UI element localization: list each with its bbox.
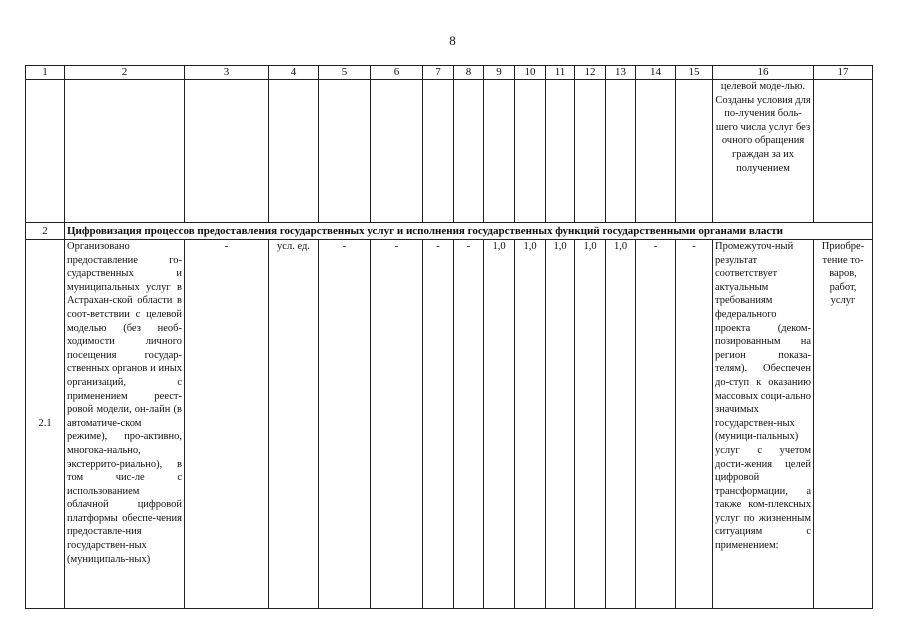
- table-cell: [484, 80, 515, 223]
- continuation-result-text: целевой моде-лью. Созданы условия для по-лучения боль-шего числа услуг без очного обращения граждан за их получением: [713, 80, 814, 223]
- table-cell: [814, 80, 873, 223]
- value-cell: 1,0: [515, 240, 546, 609]
- expense-type: Приобре-тение то-варов, работ, услуг: [814, 240, 873, 609]
- column-header: 8: [454, 66, 484, 80]
- table-cell: -: [185, 240, 269, 609]
- table-cell: [575, 80, 606, 223]
- table-cell: [269, 80, 319, 223]
- column-header: 13: [606, 66, 636, 80]
- column-header: 1: [26, 66, 65, 80]
- column-header: 3: [185, 66, 269, 80]
- column-header: 9: [484, 66, 515, 80]
- table-cell: [319, 80, 371, 223]
- table-cell: [546, 80, 575, 223]
- table-cell: [636, 80, 676, 223]
- section-row: [26, 223, 873, 240]
- table-cell: [454, 80, 484, 223]
- value-cell: 1,0: [546, 240, 575, 609]
- column-header: 14: [636, 66, 676, 80]
- continuation-row: [26, 80, 873, 223]
- unit-cell: усл. ед.: [269, 240, 319, 609]
- row-number: 2.1: [26, 240, 65, 609]
- table-row: [26, 240, 873, 609]
- column-header: 10: [515, 66, 546, 80]
- table-cell: [423, 80, 454, 223]
- table-cell: [606, 80, 636, 223]
- section-title: Цифровизация процессов предоставления государственных услуг и исполнения государственных функций государственными органами власти: [65, 223, 873, 240]
- column-header: 7: [423, 66, 454, 80]
- column-header: 12: [575, 66, 606, 80]
- value-cell: 1,0: [484, 240, 515, 609]
- column-header: 16: [713, 66, 814, 80]
- table-cell: -: [371, 240, 423, 609]
- page-number: 8: [449, 33, 456, 48]
- column-header: 2: [65, 66, 185, 80]
- table-cell: -: [423, 240, 454, 609]
- activity-table: [25, 65, 873, 609]
- table-cell: [371, 80, 423, 223]
- column-header: 4: [269, 66, 319, 80]
- value-cell: 1,0: [606, 240, 636, 609]
- column-header: 11: [546, 66, 575, 80]
- column-header: 6: [371, 66, 423, 80]
- table-cell: [65, 80, 185, 223]
- result-description: Промежуточ-ный результат соответствует актуальным требованиям федерального проекта (деком-позированным на регион показа-телям). Обеспечен до-ступ к оказанию массовых соци-ально значимых государствен-ных (муници-пальных) услуг с учетом дости-жения целей цифровой трансформации, а также ком-плексных услуг по жизненным ситуациям с применением:: [713, 240, 814, 609]
- table-cell: -: [454, 240, 484, 609]
- activity-description: Организовано предоставление го-сударственных и муниципальных услуг в Астрахан-ской области в соот-ветствии с целевой моделью (без необ-ходимости личного посещения государ-ственных органов и иных организаций, с применением реест-ровой модели, он-лайн (в автоматиче-ском режиме), про-активно, многока-нально, экстеррито-риально), в том чис-ле с использованием облачной цифровой платформы обеспе-чения предоставле-ния государствен-ных (муниципаль-ных): [65, 240, 185, 609]
- table-cell: [515, 80, 546, 223]
- value-cell: 1,0: [575, 240, 606, 609]
- section-number: 2: [26, 223, 65, 240]
- table-cell: [676, 80, 713, 223]
- column-header: 5: [319, 66, 371, 80]
- table-cell: [185, 80, 269, 223]
- table-cell: -: [676, 240, 713, 609]
- column-header: 15: [676, 66, 713, 80]
- column-header: 17: [814, 66, 873, 80]
- table-cell: -: [636, 240, 676, 609]
- table-cell: [26, 80, 65, 223]
- column-number-row: [26, 66, 873, 80]
- table-cell: -: [319, 240, 371, 609]
